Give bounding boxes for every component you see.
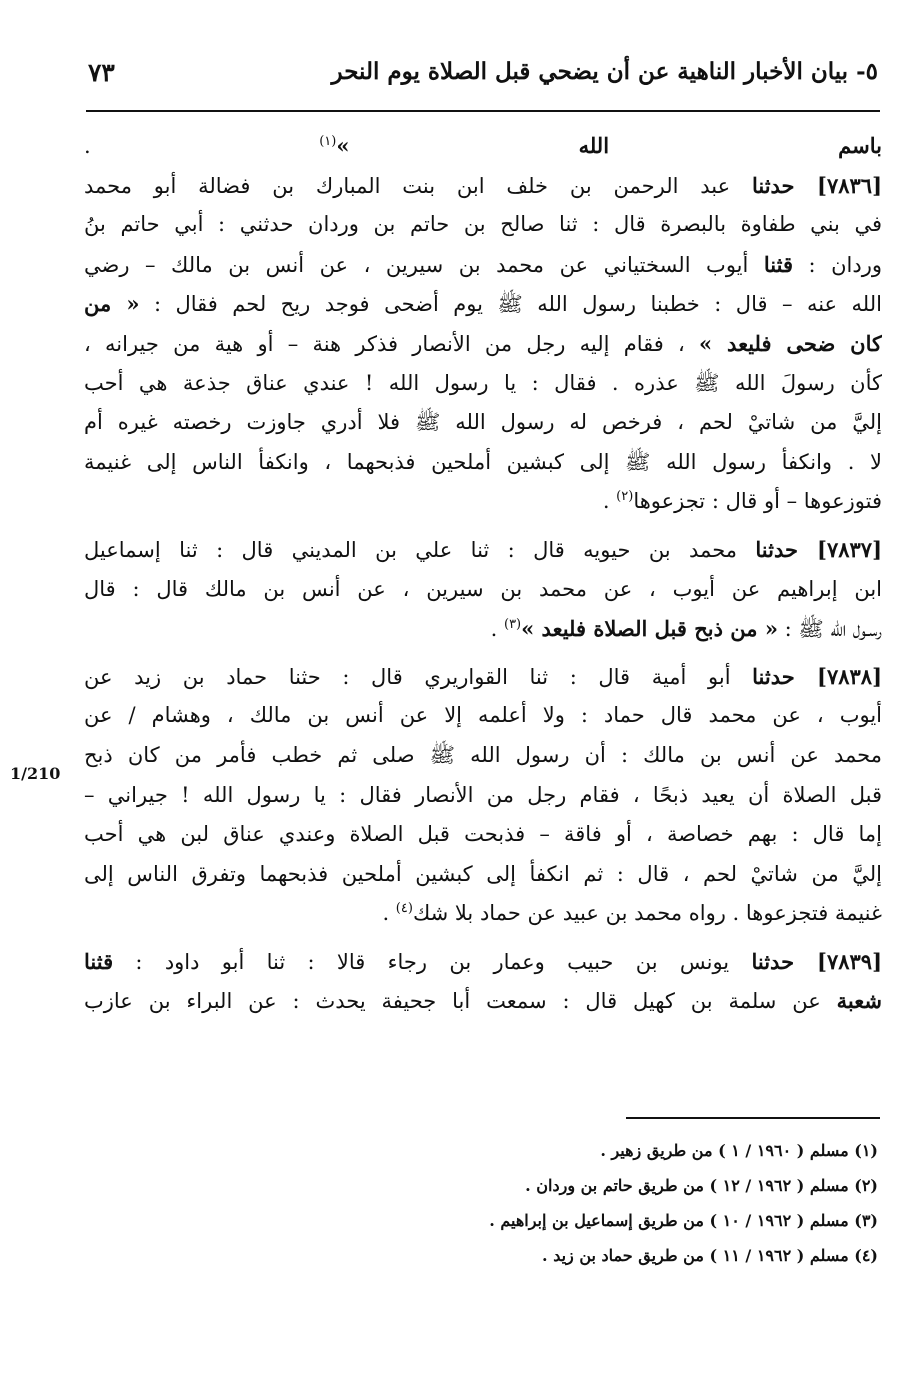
bold-text: كان ضحى فليعد » — [699, 330, 882, 356]
text-line — [84, 736, 882, 776]
line-text: غنيمة فتجزعوها . رواه محمد بن عبيد عن حماد بلا شك — [412, 901, 882, 926]
margin-reference: 1/210 — [10, 764, 61, 783]
footnote: (١) مسلم ( ١٩٦٠ / ١ ) من طريق زهير . — [600, 1141, 878, 1160]
footnote-marker: (٤) — [395, 901, 413, 917]
line-text: محمد بن حيويه قال : ثنا علي بن المديني قال : ثنا إسماعيل — [84, 537, 756, 562]
line-text: لا . وانكفأ رسول الله ﷺ إلى كبشين أملحين فذبحهما ، وانكفأ الناس إلى غنيمة — [84, 449, 882, 474]
line-text: في بني طفاوة بالبصرة قال : ثنا صالح بن حاتم بن وردان حدثني : أبي حاتم بنُ — [84, 212, 882, 237]
line-text: يونس بن حبيب وعمار بن رجاء قالا : ثنا أبو داود : — [113, 949, 752, 974]
footnote-marker: (١) — [319, 134, 337, 149]
footnotes — [378, 1133, 878, 1273]
line-text: إما قال : بهم خصاصة ، أو فاقة – فذبحت قبل الصلاة وعندي عناق لبن هي أحب — [84, 822, 882, 847]
main-text — [84, 126, 882, 1021]
line-text: أيوب ، عن محمد قال حماد : ولا أعلمه إلا عن أنس بن مالك ، وهشام / عن — [84, 703, 882, 728]
line-text: . — [382, 901, 396, 926]
line-text: ، فقام إليه رجل من الأنصار فذكر هنة – أو هية من جيرانه ، — [84, 331, 700, 356]
text-line — [84, 205, 882, 245]
line-text: قبل الصلاة أن يعيد ذبحًا ، فقام رجل من الأنصار فقال : يا رسول الله ! جيراني – — [84, 782, 882, 807]
line-text: ابن إبراهيم عن أيوب ، عن محمد بن سيرين ، عن أنس بن مالك قال : قال — [84, 576, 882, 601]
text-line — [84, 284, 882, 324]
text-line — [84, 981, 882, 1021]
footnote-marker: (٣) — [503, 617, 522, 633]
line-text: إليَّ من شاتيْ لحم ، فرخص له رسول الله ﷺ فلا أدري جاوزت رخصته غيره أم — [84, 410, 882, 435]
line-text: إليَّ من شاتيْ لحم ، قال : ثم انكفأ إلى كبشين أملحين فذبحهما وتفرق الناس إلى — [84, 861, 882, 886]
text-line — [84, 855, 882, 895]
bold-text: [٧٨٣٧] حدثنا — [755, 536, 882, 562]
text-line — [84, 696, 882, 736]
bold-text: « من — [84, 291, 140, 317]
line-text: وردان : — [793, 252, 882, 277]
footnote: (٣) مسلم ( ١٩٦٢ / ١٠ ) من طريق إسماعيل بن إبراهيم . — [489, 1211, 878, 1230]
text-line — [84, 245, 882, 285]
footnote-separator — [626, 1117, 880, 1119]
text-line — [84, 324, 882, 364]
line-text: كأن رسولَ الله ﷺ عذره . فقال : يا رسول الله ! عندي عناق جذعة هي أحب — [84, 370, 882, 395]
bold-text: [٧٨٣٨] حدثنا — [752, 663, 882, 689]
line-text: محمد عن أنس بن مالك : أن رسول الله ﷺ صلى ثم خطب فأمر من كان ذبح — [84, 742, 882, 767]
page-number: ٧٣ — [88, 58, 115, 87]
text-line — [84, 776, 882, 816]
bold-text: قثنا — [763, 251, 793, 277]
text-line — [84, 126, 882, 166]
bold-text: باسم الله » — [336, 133, 882, 158]
text-line — [84, 403, 882, 443]
header-rule — [86, 110, 880, 112]
line-text: عن سلمة بن كهيل قال : سمعت أبا جحيفة يحدث : عن البراء بن عازب — [84, 989, 837, 1014]
bold-text: قثنا — [84, 948, 114, 974]
footnote-marker: (٢) — [616, 489, 634, 505]
bold-text: [٧٨٣٦] حدثنا — [751, 172, 882, 198]
text-line — [84, 482, 882, 522]
line-text: أيوب السختياني عن محمد بن سيرين ، عن أنس بن مالك – رضي — [84, 252, 764, 277]
text-line — [84, 570, 882, 610]
footnote: (٤) مسلم ( ١٩٦٢ / ١١ ) من طريق حماد بن زيد . — [542, 1246, 878, 1265]
text-line — [84, 443, 882, 483]
text-line — [84, 609, 882, 649]
line-text: . — [490, 617, 504, 642]
text-line — [84, 942, 882, 982]
text-line — [84, 657, 882, 697]
text-line — [84, 894, 882, 934]
text-line — [84, 815, 882, 855]
page-header — [88, 50, 878, 104]
text-line — [84, 364, 882, 404]
footnote: (٢) مسلم ( ١٩٦٢ / ١٢ ) من طريق حاتم بن وردان . — [525, 1176, 878, 1195]
text-line — [84, 166, 882, 206]
bold-text: [٧٨٣٩] حدثنا — [751, 948, 882, 974]
line-text: عبد الرحمن بن خلف ابن بنت المبارك بن فضالة أبو محمد — [84, 173, 752, 198]
line-text: . — [602, 489, 617, 514]
text-line — [84, 530, 882, 570]
chapter-title: ٥- بيان الأخبار الناهية عن أن يضحي قبل الصلاة يوم النحر — [331, 58, 878, 85]
bold-text: شعبة — [836, 988, 882, 1014]
line-text: . — [84, 134, 320, 158]
line-text: الله عنه – قال : خطبنا رسول الله ﷺ يوم أضحى فوجد ريح لحم فقال : — [139, 292, 882, 317]
bold-text: « من ذبح قبل الصلاة فليعد » — [521, 616, 778, 642]
line-text: أبو أمية قال : ثنا القواريري قال : حثنا حماد بن زيد عن — [84, 664, 753, 689]
line-text: فتوزعوها – أو قال : تجزعوها — [633, 489, 882, 514]
line-text: رسـول الله ﷺ : — [777, 617, 882, 642]
